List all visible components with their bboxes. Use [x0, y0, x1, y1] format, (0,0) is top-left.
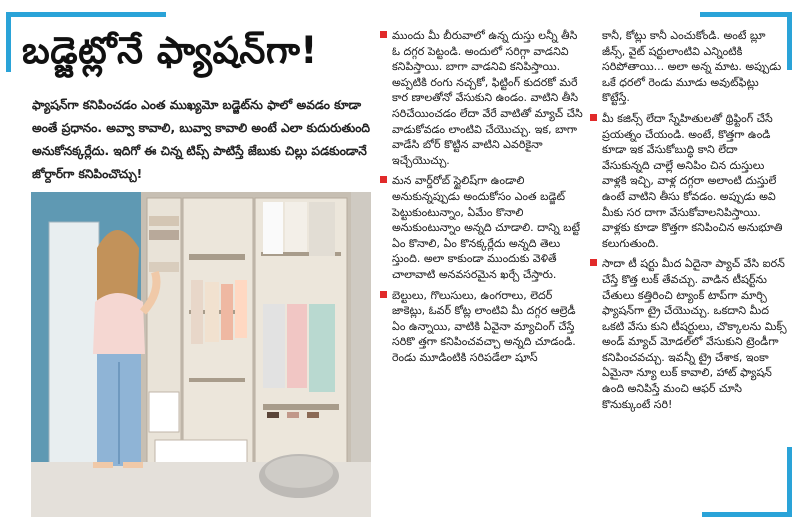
- woman-at-wardrobe-illustration: [31, 192, 371, 517]
- tip-paragraph: బెల్టులు, గొలుసులు, ఉంగరాలు, లెదర్ జాకెట్లు, ఓవర్ కోట్ల లాంటివి మీ దగ్గర ఆల్రెడీ ఏం ఉన్నాయి, వాటికి ఏవైనా మ్యాచింగ్ చేస్తే సరికొ త్తగా కనిపించవచ్చా అన్నది చూడండి. రెండు మూడింటికి సరిపడేలా షూస్: [378, 288, 584, 366]
- tip-paragraph: ముందు మీ బీరువాలో ఉన్న దుస్తు లన్నీ తీసి ఓ దగ్గర పెట్టండి. అందులో సరిగ్గా వాడనివి కనిపిస్తాయి. బాగా వాడనివి కనిపిస్తాయి. అప్పటికి రంగు నచ్చకో, ఫిట్టింగ్ కుదరకో మరే కార ణాలతోనో వేసుకుని ఉండం. వాటిని తీసి సరిచేయించడం లేదా వేరే వాటితో మ్యాచ్ చేసి వాడుకోవడం లాంటివి చేయొచ్చు. ఇక, బాగా వాడేసి బోర్ కొట్టిన వాటిని ఎవరికైనా ఇచ్చేయొచ్చు.: [378, 28, 584, 168]
- tip-paragraph-continued: కానీ, కోట్లు కానీ ఎంచుకోండి. అంటే బ్లూ జీన్స్, వైట్ షర్టులాంటివి ఎన్నింటికి సరిపోతాయి... అలా అన్న మాట. అప్పుడు ఒకే ధరలో రెండు మూడు అవుట్‌ఫిట్లు కొట్టేస్తే.: [602, 29, 782, 105]
- article-headline: బడ్జెట్లోనే ఫ్యాషన్‌గా!: [22, 29, 318, 72]
- bullet-marker: [380, 176, 387, 183]
- bullet-marker: [590, 114, 597, 121]
- tip-paragraph: మీ కజిన్స్ లేదా స్నేహితులతో థ్రిఫ్టింగ్ చేసే ప్రయత్నం చేయండి. అంటే, కొత్తగా ఉండి కూడా ఇక వేసుకోబుద్ధి కాని లేదా వేసుకున్నది చాల్లే అనిపిం చిన దుస్తులు వాళ్లకి ఇచ్చి, వాళ్ల దగ్గరా అలాంటి దుస్తులే ఉంటే వాటిని తీసు కోవడం. అప్పుడు అవి మీకు సర దాగా వేసుకోవాలనిపిస్తాయి. వాళ్లకు కూడా కొత్తగా కనిపించిన అనుభూతి కలుగుతుంది.: [588, 111, 788, 251]
- tip-paragraph: సాదా టీ షర్టు మీద ఏదైనా ప్యాచ్ వేసి ఐరన్ చేస్తే కొత్త లుక్ తేవచ్చు. వాడిన టీషర్ట్‌ను చేతులు కత్తిరించి ట్యాంక్ టాప్‌గా మార్చి ఫ్యాషన్‌గా ట్రై చేయొచ్చు. ఒకదాని మీద ఒకటి వేసు కుని టీషర్టులు, చొక్కాలను మిక్స్ అండ్ మ్యాచ్ మోడల్‌లో వేసుకుని ట్రెండీగా కనిపించవచ్చు. ఇవన్నీ ట్రై చేశాక, ఇంకా ఏమైనా న్యూ లుక్ కావాలి, హాట్ ఫ్యాషన్ ఉంది అనిపిస్తే మంచి ఆఫర్ చూసి కొనుక్కుంటే సరి!: [588, 256, 788, 412]
- text-column-1: [378, 28, 584, 370]
- bullet-marker: [380, 31, 387, 38]
- bullet-marker: [380, 291, 387, 298]
- article-intro: ఫ్యాషన్‌గా కనిపించడం ఎంత ముఖ్యమో బడ్జెట్‌ను ఫాలో అవడం కూడా అంతే ప్రధానం. అవ్వా కావాలి, బువ్వా కావాలి అంటే ఎలా కుదురుతుంది అనుకోనక్కర్లేదు. ఇదిగో ఈ చిన్న టిప్స్ పాటిస్తే జేబుకు చిల్లు పడకుండానే జోర్దార్‌గా కనిపించొచ్చు!: [32, 98, 371, 181]
- wardrobe-photo: [31, 192, 371, 517]
- bullet-marker: [590, 259, 597, 266]
- text-column-2: [588, 28, 788, 417]
- tip-paragraph: మన వార్డ్‌రోబ్ స్టైలిష్‌గా ఉండాలి అనుకున్నప్పుడు అందుకోసం ఎంత బడ్జెట్ పెట్టుకుంటున్నాం, ఏమేం కొనాలి అనుకుంటున్నాం అన్నది చూడాలి. దాన్ని బట్టే ఏం కొనాలి, ఏం కొనక్కర్లేదు అన్నది తెలు స్తుంది. అలా కాకుండా ముందుకు వెళితే చాలావాటి అనవసరమైన ఖర్చే చేస్తారు.: [378, 173, 584, 282]
- corner-frame-top-left: [6, 12, 382, 18]
